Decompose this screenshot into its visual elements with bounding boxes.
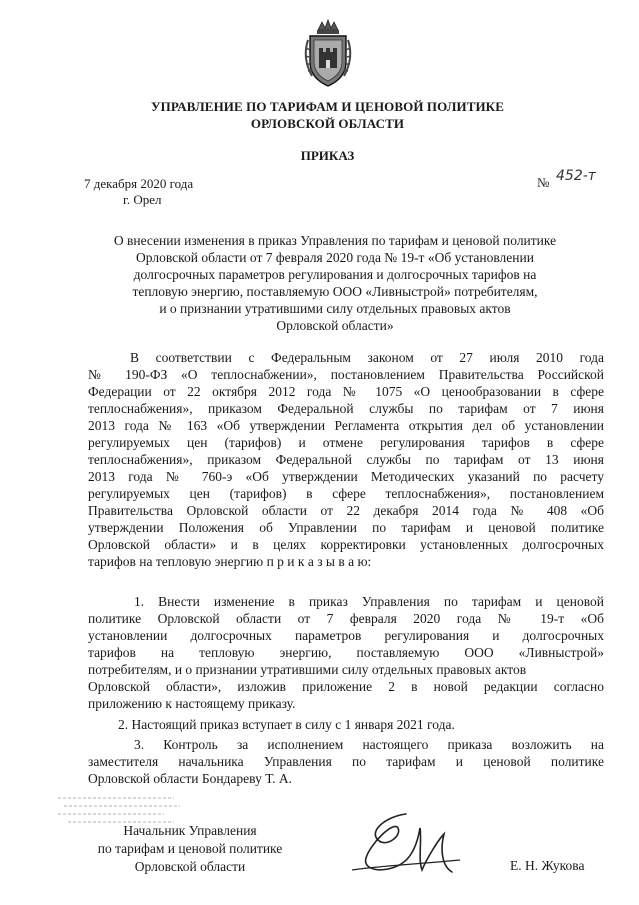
order-item-1 bbox=[88, 593, 604, 712]
organization-name-line1: УПРАВЛЕНИЕ ПО ТАРИФАМ И ЦЕНОВОЙ ПОЛИТИКЕ bbox=[151, 99, 504, 114]
text-line: № 190-ФЗ «О теплоснабжении», постановлением Правительства Российской bbox=[88, 367, 604, 382]
text-line: Орловской области Бондареву Т. А. bbox=[88, 771, 292, 786]
signatory-title-line: по тарифам и ценовой политике bbox=[97, 841, 283, 856]
text-line: теплоснабжения», приказом Федеральной службы по тарифам от 13 июня bbox=[88, 452, 604, 467]
text-line: утверждении Положения об Управлении по тарифам и ценовой политике bbox=[88, 520, 604, 535]
text-line: политике Орловской области от 7 февраля 2020 года № 19-т «Об bbox=[88, 611, 604, 626]
signatory-title-line: Начальник Управления bbox=[123, 823, 257, 838]
order-city: г. Орел bbox=[123, 192, 162, 207]
signatory-name: Е. Н. Жукова bbox=[510, 858, 585, 873]
text-line: теплоснабжения», приказом Федеральной службы по тарифам от 7 июня bbox=[88, 401, 604, 416]
subject-line: О внесении изменения в приказ Управления по тарифам и ценовой политике bbox=[113, 233, 557, 248]
text-line: В соответствии с Федеральным законом от 27 июля 2010 года bbox=[130, 350, 604, 365]
subject-line: долгосрочных параметров регулирования и долгосрочных тарифов на bbox=[133, 267, 537, 282]
text-line: тарифов на тепловую энергию, поставляемую ООО «Ливныстрой» bbox=[88, 645, 604, 660]
order-item-3 bbox=[88, 736, 604, 787]
document-type: ПРИКАЗ bbox=[300, 148, 355, 163]
preamble-paragraph bbox=[88, 349, 604, 570]
text-line: установлении долгосрочных параметров регулирования и долгосрочных bbox=[88, 628, 604, 643]
signatory-title-line: Орловской области bbox=[134, 859, 246, 874]
text-line: 1. Внести изменение в приказ Управления по тарифам и ценовой bbox=[134, 594, 604, 609]
text-line: заместителя начальника Управления по тарифам и ценовой политике bbox=[88, 754, 604, 769]
organization-name-line2: ОРЛОВСКОЙ ОБЛАСТИ bbox=[250, 116, 405, 131]
text-line: тарифов на тепловую энергию п р и к а з ы в а ю: bbox=[88, 554, 372, 569]
subject-line: тепловую энергию, поставляемую ООО «Ливныстрой» потребителям, bbox=[132, 284, 538, 299]
order-item-2 bbox=[88, 716, 604, 733]
text-line: Орловской области», изложив приложение 2 в новой редакции согласно bbox=[88, 679, 604, 694]
handwritten-signature-icon bbox=[348, 810, 466, 882]
text-line: 2013 года № 163 «Об утверждении Регламента открытия дел об установлении bbox=[88, 418, 604, 433]
text-line: приложению к настоящему приказу. bbox=[88, 696, 296, 711]
text-line: регулируемых цен (тарифов) в сфере теплоснабжения», постановлением bbox=[88, 486, 604, 501]
signatory-title bbox=[84, 822, 296, 876]
text-line: потребителям, и о признании утратившими силу отдельных правовых актов bbox=[88, 662, 527, 677]
text-line: Федерации от 22 октября 2012 года № 1075 «О ценообразовании в сфере bbox=[88, 384, 604, 399]
order-number-label: № bbox=[537, 175, 550, 190]
order-date: 7 декабря 2020 года bbox=[84, 176, 194, 191]
subject-line: и о признании утратившими силу отдельных правовых актов bbox=[159, 301, 511, 316]
subject-line: Орловской области» bbox=[276, 318, 394, 333]
text-line: Правительства Орловской области от 22 декабря 2014 года № 408 «Об bbox=[88, 503, 604, 518]
text-line: 2013 года № 760-э «Об утверждении Методических указаний по расчету bbox=[88, 469, 604, 484]
subject-line: Орловской области от 7 февраля 2020 года № 19-т «Об установлении bbox=[136, 250, 534, 265]
text-line: Орловской области» и в целях корректировки установленных долгосрочных bbox=[88, 537, 604, 552]
order-subject bbox=[70, 232, 600, 334]
order-number-handwritten: 452-т bbox=[556, 168, 596, 184]
text-line: регулируемых цен (тарифов) и отмене регулирования тарифов в сфере bbox=[88, 435, 604, 450]
coat-of-arms-icon bbox=[300, 18, 356, 90]
text-line: 3. Контроль за исполнением настоящего приказа возложить на bbox=[134, 737, 604, 752]
text-line: 2. Настоящий приказ вступает в силу с 1 января 2021 года. bbox=[118, 717, 455, 732]
